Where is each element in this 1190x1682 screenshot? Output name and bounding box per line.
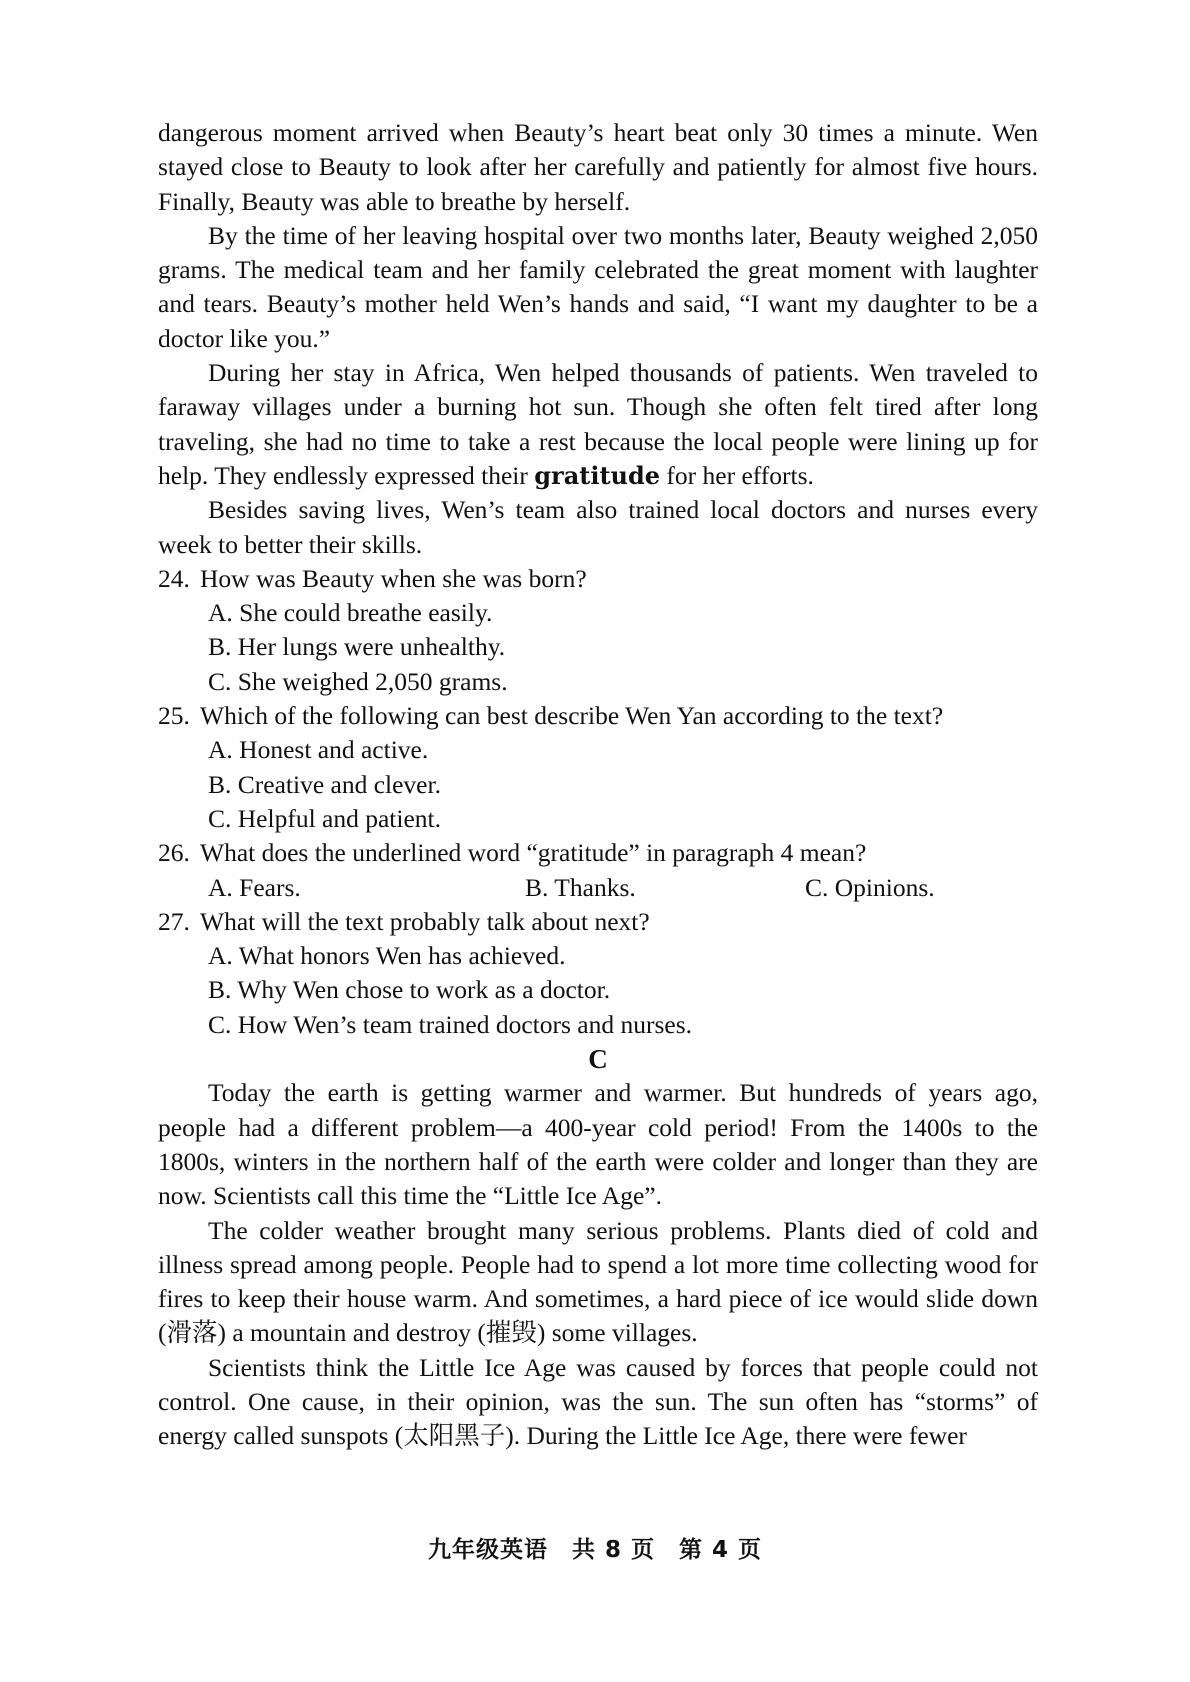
question-25-option-c: C. Helpful and patient. [208,803,441,833]
paragraph-3-text-before: During her stay in Africa, Wen helped thousands of patients. Wen traveled to faraway villages under a burning hot sun. Though she often felt tired after long traveling, she had no time to take a rest because the local people were lining up for help. They endlessly expressed their [158,358,1038,490]
question-text: How was Beauty when she was born? [200,563,587,593]
section-c-paragraph-1: Today the earth is getting warmer and warmer. But hundreds of years ago, people had a different problem—a 400-year cold period! From the 1400s to the 1800s, winters in the northern half of the earth were colder and longer than they are now. Scientists call this time the “Little Ice Age”. [158,1078,1038,1211]
question-27 [158,905,1038,939]
question-24-option-c: C. She weighed 2,050 grams. [208,666,508,696]
section-c-paragraph-2: The colder weather brought many serious problems. Plants died of cold and illness spread among people. People had to spend a lot more time collecting wood for fires to keep their house warm. And sometimes, a hard piece of ice would slide down (滑落) a mountain and destroy (摧毁) some villages. [158,1215,1038,1348]
question-number: 24. [158,563,190,593]
section-c-heading: C [588,1044,608,1075]
question-number: 27. [158,906,190,936]
section-c-paragraph-3: Scientists think the Little Ice Age was caused by forces that people could not control. One cause, in their opinion, was the sun. The sun often has “storms” of energy called sunspots (太阳黑子). During the Little Ice Age, there were fewer [158,1352,1038,1451]
question-27-option-a: A. What honors Wen has achieved. [208,941,566,971]
paragraph-3-text-after: for her efforts. [660,460,814,490]
question-26-option-b: B. Thanks. [525,872,636,902]
question-24 [158,562,1038,596]
question-26-option-a: A. Fears. [208,872,301,902]
question-number: 25. [158,701,190,731]
question-25-option-b: B. Creative and clever. [208,769,441,799]
gratitude-word: gratitude [534,460,661,490]
passage-b-paragraph-4: Besides saving lives, Wen’s team also trained local doctors and nurses every week to better their skills. [158,495,1038,559]
passage-b-paragraph-2: By the time of her leaving hospital over two months later, Beauty weighed 2,050 grams. The medical team and her family celebrated the great moment with laughter and tears. Beauty’s mother held Wen’s hands and said, “I want my daughter to be a doctor like you.” [158,220,1038,353]
question-24-option-a: A. She could breathe easily. [208,598,493,628]
question-24-option-b: B. Her lungs were unhealthy. [208,632,506,662]
question-text: What will the text probably talk about next? [200,906,650,936]
question-27-option-b: B. Why Wen chose to work as a doctor. [208,975,611,1005]
question-26 [158,836,1038,870]
exam-page-body [158,116,1038,1454]
page-footer: 九年级英语 共 8 页 第 4 页 [427,1537,763,1563]
passage-b-paragraph-3 [158,356,1038,493]
question-text: Which of the following can best describe Wen Yan according to the text? [200,701,944,731]
question-number: 26. [158,838,190,868]
question-25-option-a: A. Honest and active. [208,735,429,765]
question-26-options [208,871,1038,905]
question-26-option-c: C. Opinions. [805,872,935,902]
question-27-option-c: C. How Wen’s team trained doctors and nurses. [208,1009,693,1039]
question-text: What does the underlined word “gratitude” in paragraph 4 mean? [200,838,867,868]
question-25 [158,699,1038,733]
passage-b-paragraph-continuation: dangerous moment arrived when Beauty’s heart beat only 30 times a minute. Wen stayed close to Beauty to look after her carefully and patiently for almost five hours. Finally, Beauty was able to breathe by herself. [158,118,1038,216]
